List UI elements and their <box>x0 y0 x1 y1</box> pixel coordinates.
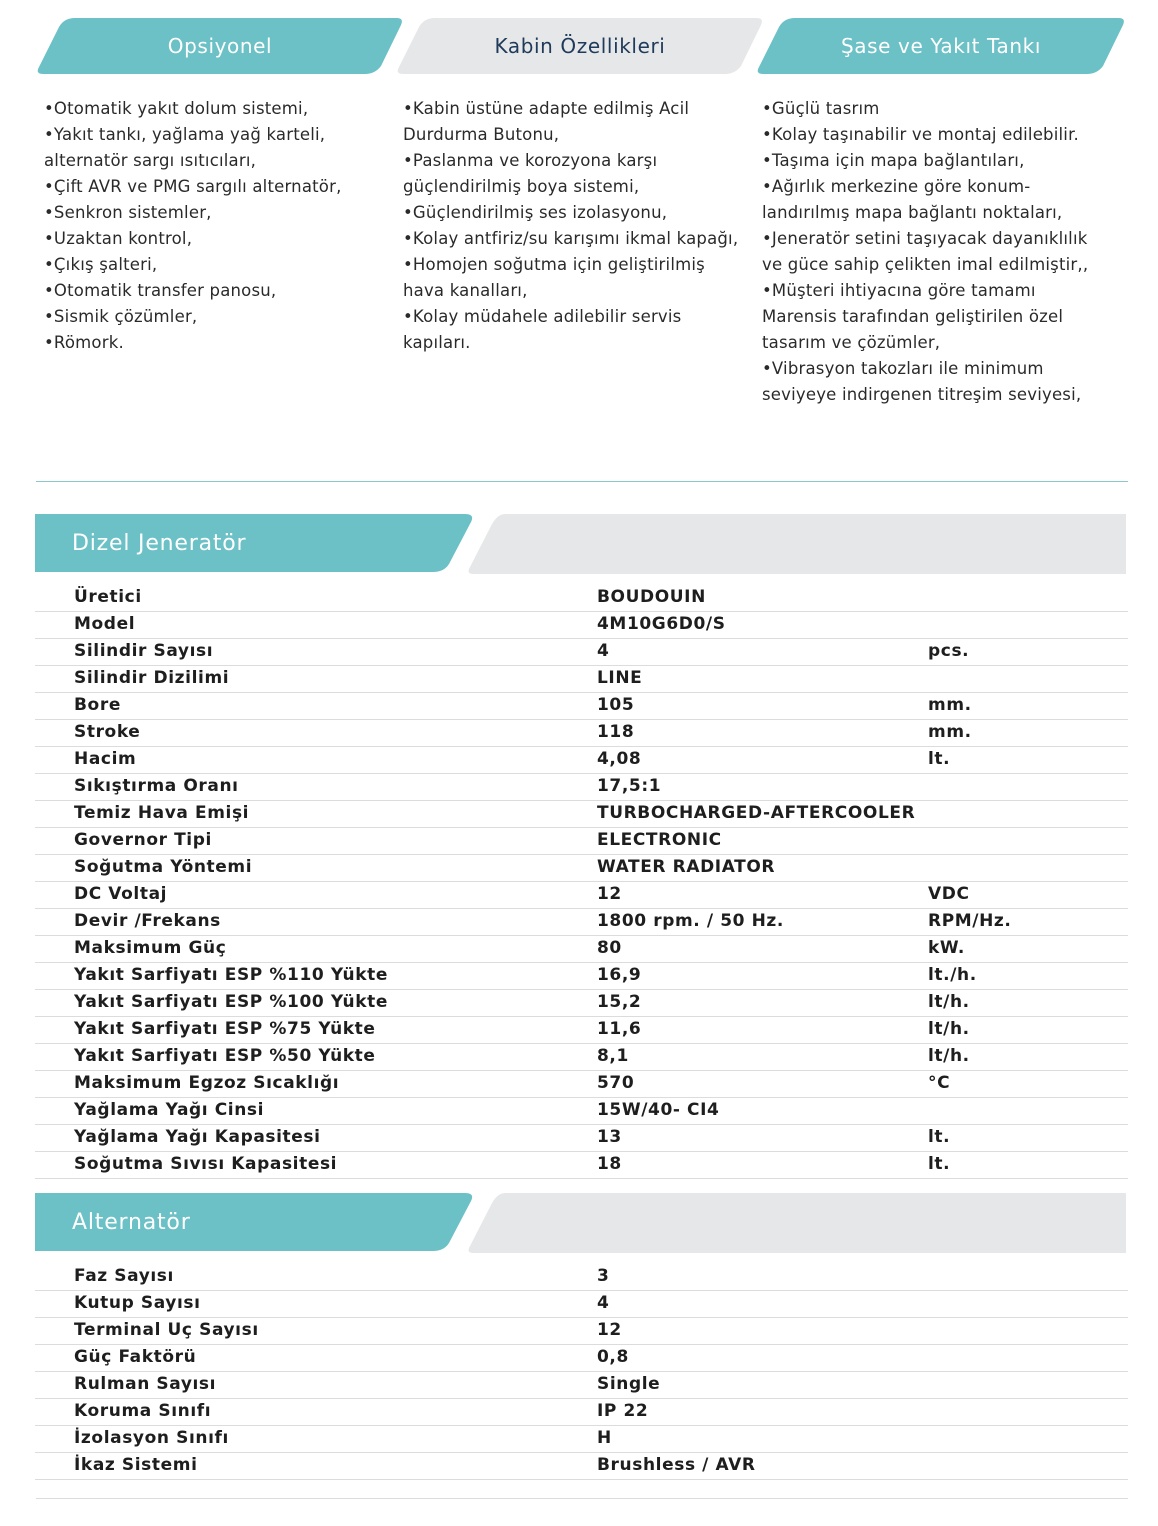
spec-value: 11,6 <box>597 1019 642 1039</box>
table-row <box>35 693 1128 720</box>
spec-value: WATER RADIATOR <box>597 857 776 877</box>
spec-value: 18 <box>597 1154 622 1174</box>
tab-opsiyonel-label: Opsiyonel <box>167 34 273 58</box>
list-item: landırılmış mapa bağlantı noktaları, <box>762 203 1063 222</box>
list-item: güçlendirilmiş boya sistemi, <box>403 177 640 196</box>
table-row <box>35 801 1128 828</box>
table-row <box>35 1345 1128 1372</box>
spec-label: Yakıt Sarfiyatı ESP %100 Yükte <box>74 992 388 1012</box>
spec-label: İzolasyon Sınıfı <box>74 1428 229 1448</box>
spec-label: DC Voltaj <box>74 884 168 904</box>
spec-unit: lt/h. <box>928 992 970 1012</box>
spec-unit: lt. <box>928 1127 951 1147</box>
list-item: •Otomatik transfer panosu, <box>44 281 277 300</box>
table-row <box>35 774 1128 801</box>
table-row <box>35 747 1128 774</box>
alternator-spec-table <box>35 1264 1128 1480</box>
spec-value: 1800 rpm. / 50 Hz. <box>597 911 784 931</box>
spec-value: 0,8 <box>597 1347 629 1367</box>
spec-unit: mm. <box>928 695 972 715</box>
spec-label: Governor Tipi <box>74 830 212 850</box>
table-row <box>35 720 1128 747</box>
spec-unit: °C <box>928 1073 951 1093</box>
tab-sase-label: Şase ve Yakıt Tankı <box>841 34 1041 58</box>
list-item: •Kolay müdahele adilebilir servis <box>403 307 682 326</box>
table-row <box>35 855 1128 882</box>
spec-value: 15W/40- CI4 <box>597 1100 720 1120</box>
table-row <box>35 936 1128 963</box>
spec-label: Maksimum Güç <box>74 938 227 958</box>
spec-value: 105 <box>597 695 635 715</box>
spec-label: Yakıt Sarfiyatı ESP %75 Yükte <box>74 1019 376 1039</box>
alternator-section-title: Alternatör <box>72 1209 191 1235</box>
section-divider <box>36 481 1128 482</box>
spec-label: Yakıt Sarfiyatı ESP %110 Yükte <box>74 965 388 985</box>
table-row <box>35 828 1128 855</box>
table-row <box>35 1291 1128 1318</box>
table-row <box>35 909 1128 936</box>
spec-value: 15,2 <box>597 992 642 1012</box>
list-item: •Paslanma ve korozyona karşı <box>403 151 658 170</box>
spec-value: 13 <box>597 1127 622 1147</box>
list-item: •Kabin üstüne adapte edilmiş Acil <box>403 99 690 118</box>
table-row <box>35 1264 1128 1291</box>
list-item: •Senkron sistemler, <box>44 203 212 222</box>
spec-value: LINE <box>597 668 643 688</box>
spec-unit: kW. <box>928 938 965 958</box>
table-row <box>35 1071 1128 1098</box>
list-item: seviyeye indirgenen titreşim seviyesi, <box>762 385 1082 404</box>
table-row <box>35 1453 1128 1480</box>
table-row <box>35 1017 1128 1044</box>
spec-value: 4 <box>597 1293 610 1313</box>
spec-label: Sıkıştırma Oranı <box>74 776 239 796</box>
list-item: tasarım ve çözümler, <box>762 333 941 352</box>
table-row <box>35 963 1128 990</box>
list-item: •Yakıt tankı, yağlama yağ karteli, <box>44 125 326 144</box>
table-row <box>35 1125 1128 1152</box>
spec-value: 3 <box>597 1266 610 1286</box>
spec-label: Soğutma Yöntemi <box>74 857 253 877</box>
spec-value: Single <box>597 1374 661 1394</box>
spec-value: H <box>597 1428 612 1448</box>
list-sase <box>762 96 1122 408</box>
spec-label: Devir /Frekans <box>74 911 221 931</box>
list-kabin <box>403 96 748 356</box>
table-row <box>35 585 1128 612</box>
table-row <box>35 1098 1128 1125</box>
list-item: •Sismik çözümler, <box>44 307 198 326</box>
spec-value: Brushless / AVR <box>597 1455 756 1475</box>
list-item: •Jeneratör setini taşıyacak dayanıklılık <box>762 229 1088 248</box>
spec-value: 80 <box>597 938 622 958</box>
list-item: •Güçlendirilmiş ses izolasyonu, <box>403 203 668 222</box>
list-item: alternatör sargı ısıtıcıları, <box>44 151 257 170</box>
spec-label: Model <box>74 614 136 634</box>
list-item: •Kolay taşınabilir ve montaj edilebilir. <box>762 125 1079 144</box>
spec-label: Bore <box>74 695 121 715</box>
table-row <box>35 1399 1128 1426</box>
tab-opsiyonel <box>35 16 405 76</box>
spec-label: Soğutma Sıvısı Kapasitesi <box>74 1154 338 1174</box>
spec-label: Faz Sayısı <box>74 1266 174 1286</box>
list-item: •Otomatik yakıt dolum sistemi, <box>44 99 309 118</box>
tab-kabin-ozellikleri <box>395 16 765 76</box>
spec-label: Stroke <box>74 722 141 742</box>
list-item: hava kanalları, <box>403 281 528 300</box>
alternator-header-shape <box>35 1193 1126 1253</box>
spec-value: ELECTRONIC <box>597 830 722 850</box>
spec-unit: lt./h. <box>928 965 977 985</box>
spec-value: 4M10G6D0/S <box>597 614 726 634</box>
table-row <box>35 882 1128 909</box>
list-item: •Çıkış şalteri, <box>44 255 158 274</box>
list-item: kapıları. <box>403 333 471 352</box>
spec-value: 4 <box>597 641 610 661</box>
spec-label: Rulman Sayısı <box>74 1374 217 1394</box>
diesel-spec-table <box>35 585 1128 1179</box>
spec-unit: mm. <box>928 722 972 742</box>
spec-label: Silindir Sayısı <box>74 641 214 661</box>
spec-label: Yağlama Yağı Cinsi <box>74 1100 265 1120</box>
tab-kabin-label: Kabin Özellikleri <box>494 34 666 58</box>
spec-value: 8,1 <box>597 1046 629 1066</box>
table-row <box>35 666 1128 693</box>
spec-value: 118 <box>597 722 635 742</box>
list-item: •Homojen soğutma için geliştirilmiş <box>403 255 705 274</box>
spec-unit: pcs. <box>928 641 970 661</box>
table-row <box>35 1372 1128 1399</box>
list-opsiyonel <box>44 96 389 356</box>
diesel-section-title: Dizel Jeneratör <box>72 530 247 556</box>
spec-value: TURBOCHARGED-AFTERCOOLER <box>597 803 916 823</box>
list-item: •Müşteri ihtiyacına göre tamamı <box>762 281 1036 300</box>
list-item: Marensis tarafından geliştirilen özel <box>762 307 1064 326</box>
list-item: •Kolay antfiriz/su karışımı ikmal kapağı, <box>403 229 739 248</box>
spec-label: Yakıt Sarfiyatı ESP %50 Yükte <box>74 1046 376 1066</box>
list-item: ve güce sahip çelikten imal edilmiştir,, <box>762 255 1089 274</box>
spec-label: Terminal Uç Sayısı <box>74 1320 259 1340</box>
spec-unit: lt. <box>928 749 951 769</box>
spec-label: İkaz Sistemi <box>74 1455 198 1475</box>
spec-value: IP 22 <box>597 1401 649 1421</box>
spec-value: 16,9 <box>597 965 642 985</box>
spec-value: 12 <box>597 1320 622 1340</box>
list-item: •Güçlü tasrım <box>762 99 880 118</box>
spec-unit: lt/h. <box>928 1019 970 1039</box>
spec-value: 17,5:1 <box>597 776 662 796</box>
table-row <box>35 639 1128 666</box>
spec-value: 4,08 <box>597 749 642 769</box>
spec-label: Temiz Hava Emişi <box>74 803 250 823</box>
spec-label: Silindir Dizilimi <box>74 668 230 688</box>
table-row <box>35 1426 1128 1453</box>
alternator-section-header <box>35 1193 1126 1253</box>
spec-label: Kutup Sayısı <box>74 1293 201 1313</box>
bottom-divider <box>36 1498 1128 1499</box>
spec-label: Hacim <box>74 749 137 769</box>
list-item: •Uzaktan kontrol, <box>44 229 193 248</box>
table-row <box>35 1044 1128 1071</box>
spec-unit: lt/h. <box>928 1046 970 1066</box>
spec-value: 12 <box>597 884 622 904</box>
table-row <box>35 1152 1128 1179</box>
tab-sase-yakit-tanki <box>755 16 1127 76</box>
list-item: Durdurma Butonu, <box>403 125 560 144</box>
table-row <box>35 1318 1128 1345</box>
spec-value: 570 <box>597 1073 635 1093</box>
spec-label: Maksimum Egzoz Sıcaklığı <box>74 1073 340 1093</box>
list-item: •Vibrasyon takozları ile minimum <box>762 359 1044 378</box>
list-item: •Taşıma için mapa bağlantıları, <box>762 151 1025 170</box>
spec-label: Üretici <box>74 587 142 607</box>
spec-label: Güç Faktörü <box>74 1347 197 1367</box>
spec-value: BOUDOUIN <box>597 587 706 607</box>
table-row <box>35 990 1128 1017</box>
spec-unit: lt. <box>928 1154 951 1174</box>
list-item: •Römork. <box>44 333 124 352</box>
spec-label: Koruma Sınıfı <box>74 1401 212 1421</box>
spec-unit: RPM/Hz. <box>928 911 1012 931</box>
list-item: •Çift AVR ve PMG sargılı alternatör, <box>44 177 342 196</box>
table-row <box>35 612 1128 639</box>
list-item: •Ağırlık merkezine göre konum- <box>762 177 1031 196</box>
spec-label: Yağlama Yağı Kapasitesi <box>74 1127 321 1147</box>
diesel-section-header <box>35 514 1126 574</box>
spec-unit: VDC <box>928 884 970 904</box>
